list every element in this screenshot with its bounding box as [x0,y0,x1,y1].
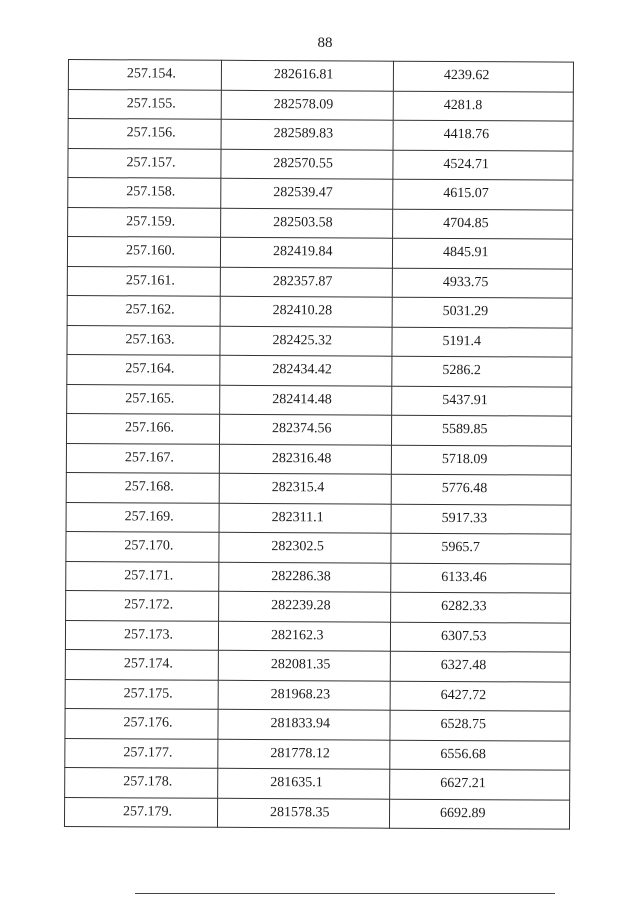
coordinates-table [64,59,574,830]
x-coordinate-cell: 282410.28 [220,296,392,326]
y-coordinate-cell: 4281.8 [393,91,573,121]
y-coordinate-cell: 5191.4 [392,327,572,357]
point-id-cell: 257.170. [66,531,219,561]
point-id-cell: 257.160. [67,237,220,267]
point-id-cell: 257.154. [68,60,221,90]
point-id-cell: 257.163. [67,325,220,355]
point-id-cell: 257.179. [64,797,217,827]
point-id-cell: 257.171. [66,561,219,591]
x-coordinate-cell: 282503.58 [221,208,393,238]
page-number: 88 [317,35,333,51]
table-row [68,207,573,239]
table-row [68,60,573,92]
point-id-cell: 257.159. [68,207,221,237]
y-coordinate-cell: 6692.89 [389,799,569,829]
point-id-cell: 257.157. [68,148,221,178]
y-coordinate-cell: 6627.21 [390,769,570,799]
y-coordinate-cell: 5286.2 [392,356,572,386]
table-row [68,148,573,180]
table-row [67,384,572,416]
point-id-cell: 257.165. [67,384,220,414]
point-id-cell: 257.168. [66,472,219,502]
table-row [67,325,572,357]
point-id-cell: 257.177. [65,738,218,768]
y-coordinate-cell: 4239.62 [393,61,573,91]
table-row [65,620,570,652]
point-id-cell: 257.169. [66,502,219,532]
x-coordinate-cell: 282239.28 [219,591,391,621]
bottom-rule [135,893,555,894]
y-coordinate-cell: 6282.33 [391,592,571,622]
y-coordinate-cell: 6133.46 [391,563,571,593]
table-row [67,237,572,269]
table-row [67,295,572,327]
table-row [66,443,571,475]
x-coordinate-cell: 281833.94 [218,709,390,739]
table-row [66,590,571,622]
y-coordinate-cell: 5718.09 [391,445,571,475]
point-id-cell: 257.161. [67,266,220,296]
table-row [65,767,570,799]
table-row [66,502,571,534]
point-id-cell: 257.178. [65,767,218,797]
y-coordinate-cell: 6427.72 [390,681,570,711]
point-id-cell: 257.173. [65,620,218,650]
point-id-cell: 257.174. [65,649,218,679]
y-coordinate-cell: 4704.85 [393,209,573,239]
point-id-cell: 257.155. [68,89,221,119]
x-coordinate-cell: 281778.12 [218,739,390,769]
point-id-cell: 257.175. [65,679,218,709]
x-coordinate-cell: 281635.1 [218,768,390,798]
x-coordinate-cell: 281578.35 [217,798,389,828]
x-coordinate-cell: 281968.23 [218,680,390,710]
x-coordinate-cell: 282302.5 [219,532,391,562]
y-coordinate-cell: 4418.76 [393,120,573,150]
point-id-cell: 257.158. [68,178,221,208]
y-coordinate-cell: 6327.48 [390,651,570,681]
x-coordinate-cell: 282081.35 [218,650,390,680]
y-coordinate-cell: 6307.53 [390,622,570,652]
x-coordinate-cell: 282589.83 [221,119,393,149]
y-coordinate-cell: 6528.75 [390,710,570,740]
x-coordinate-cell: 282315.4 [219,473,391,503]
table-row [64,797,569,829]
coordinates-table-wrapper [64,59,573,830]
table-row [66,531,571,563]
table-row [68,89,573,121]
y-coordinate-cell: 4524.71 [393,150,573,180]
x-coordinate-cell: 282162.3 [218,621,390,651]
x-coordinate-cell: 282539.47 [221,178,393,208]
point-id-cell: 257.176. [65,708,218,738]
x-coordinate-cell: 282286.38 [219,562,391,592]
table-row [65,649,570,681]
y-coordinate-cell: 4615.07 [393,179,573,209]
x-coordinate-cell: 282414.48 [220,385,392,415]
y-coordinate-cell: 6556.68 [390,740,570,770]
x-coordinate-cell: 282374.56 [219,414,391,444]
y-coordinate-cell: 5589.85 [391,415,571,445]
x-coordinate-cell: 282425.32 [220,326,392,356]
table-row [66,413,571,445]
y-coordinate-cell: 4933.75 [392,268,572,298]
y-coordinate-cell: 5965.7 [391,533,571,563]
point-id-cell: 257.164. [67,354,220,384]
table-row [67,354,572,386]
table-row [66,472,571,504]
table-row [65,708,570,740]
point-id-cell: 257.156. [68,119,221,149]
table-row [65,738,570,770]
table-row [67,266,572,298]
x-coordinate-cell: 282316.48 [219,444,391,474]
table-row [65,679,570,711]
point-id-cell: 257.166. [66,413,219,443]
point-id-cell: 257.162. [67,295,220,325]
y-coordinate-cell: 5776.48 [391,474,571,504]
table-row [68,119,573,151]
point-id-cell: 257.172. [66,590,219,620]
y-coordinate-cell: 5437.91 [392,386,572,416]
x-coordinate-cell: 282570.55 [221,149,393,179]
x-coordinate-cell: 282616.81 [221,60,393,90]
table-row [66,561,571,593]
table-row [68,178,573,210]
x-coordinate-cell: 282434.42 [220,355,392,385]
y-coordinate-cell: 4845.91 [392,238,572,268]
x-coordinate-cell: 282357.87 [220,267,392,297]
table-body [64,60,573,830]
y-coordinate-cell: 5031.29 [392,297,572,327]
point-id-cell: 257.167. [66,443,219,473]
x-coordinate-cell: 282578.09 [221,90,393,120]
x-coordinate-cell: 282419.84 [220,237,392,267]
x-coordinate-cell: 282311.1 [219,503,391,533]
y-coordinate-cell: 5917.33 [391,504,571,534]
